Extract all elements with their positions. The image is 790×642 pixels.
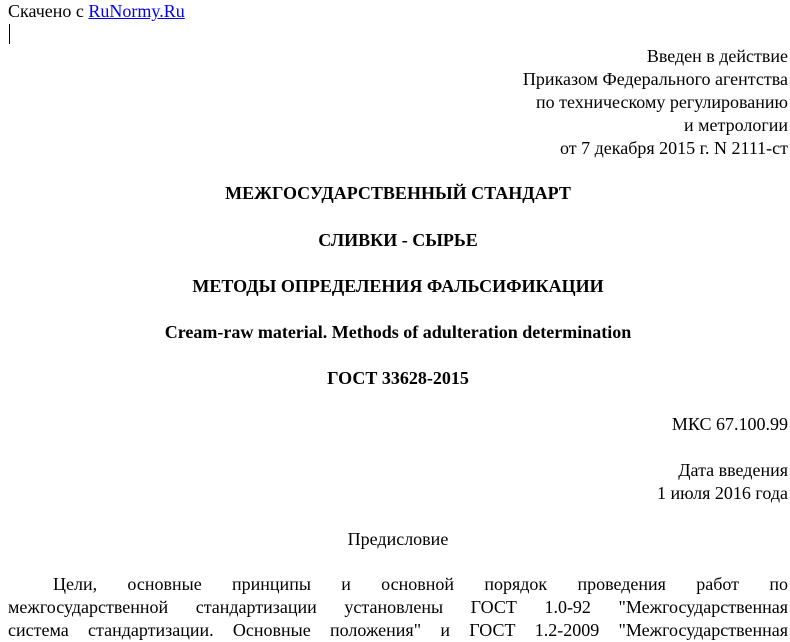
decree-line: от 7 декабря 2015 г. N 2111-ст — [559, 138, 788, 158]
decree-line: по техническому регулированию — [535, 92, 788, 112]
source-line — [8, 1, 185, 22]
source-prefix: Скачено с — [8, 1, 89, 21]
text-cursor — [9, 24, 10, 44]
title-ru-2: МЕТОДЫ ОПРЕДЕЛЕНИЯ ФАЛЬСИФИКАЦИИ — [192, 276, 604, 296]
mks-code: МКС 67.100.99 — [671, 414, 788, 434]
introduction-date: 1 июля 2016 года — [657, 483, 788, 503]
preface-line: межгосударственной стандартизации установлены ГОСТ 1.0-92 "Межгосударственная — [8, 597, 788, 617]
preface-paragraph — [8, 573, 788, 642]
decree-block — [523, 45, 788, 160]
gost-number: ГОСТ 33628-2015 — [327, 368, 469, 388]
source-link[interactable]: RuNormy.Ru — [88, 1, 185, 21]
preface-title: Предисловие — [347, 529, 449, 549]
standard-type: МЕЖГОСУДАРСТВЕННЫЙ СТАНДАРТ — [225, 183, 571, 203]
decree-line: Введен в действие — [646, 46, 788, 66]
introduction-label: Дата введения — [678, 460, 788, 480]
preface-line: Цели, основные принципы и основной порядок проведения работ по — [53, 574, 788, 594]
title-ru-1: СЛИВКИ - СЫРЬЕ — [318, 230, 478, 250]
decree-line: и метрологии — [684, 115, 788, 135]
title-en: Cream-raw material. Methods of adulteration determination — [164, 322, 632, 342]
preface-line: система стандартизации. Основные положения" и ГОСТ 1.2-2009 "Межгосударственная — [8, 620, 788, 640]
decree-line: Приказом Федерального агентства — [522, 69, 788, 89]
